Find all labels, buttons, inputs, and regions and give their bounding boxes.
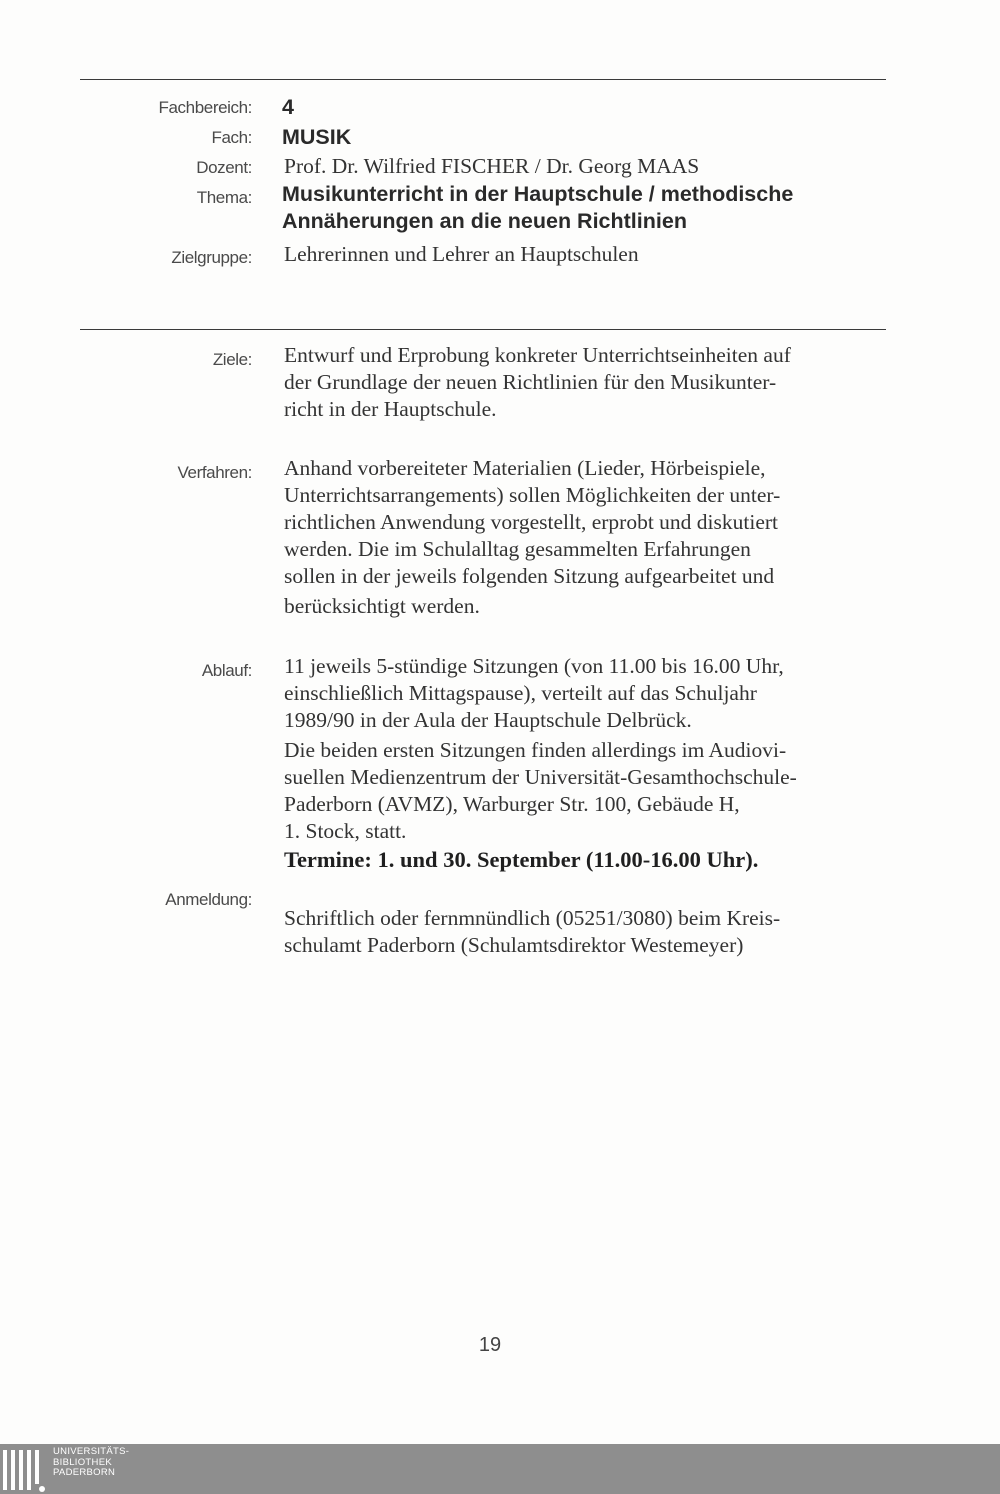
anmeldung-line: schulamt Paderborn (Schulamtsdirektor Westemeyer) [284, 933, 744, 957]
library-name-line: PADERBORN [53, 1467, 116, 1478]
verfahren-line: sollen in der jeweils folgenden Sitzung aufgearbeitet und [284, 564, 775, 588]
ablauf-line: 1. Stock, statt. [284, 819, 407, 843]
ablauf-label: Ablauf: [201, 661, 252, 680]
verfahren-label: Verfahren: [177, 463, 252, 482]
thema-line: Musikunterricht in der Hauptschule / methodische [282, 182, 794, 206]
verfahren-line: Unterrichtsarrangements) sollen Möglichkeiten der unter- [284, 483, 781, 507]
dozent-label: Dozent: [196, 158, 252, 177]
termine-line: Termine: 1. und 30. September (11.00-16.00 Uhr). [284, 847, 759, 872]
thema-label: Thema: [196, 188, 252, 207]
ziele-line: der Grundlage der neuen Richtlinien für den Musikunter- [284, 370, 777, 394]
library-name-line: UNIVERSITÄTS- [53, 1446, 130, 1457]
fach-value: MUSIK [282, 125, 352, 149]
verfahren-line: berücksichtigt werden. [284, 594, 480, 618]
library-logo-icon [0, 1444, 50, 1494]
zielgruppe-value: Lehrerinnen und Lehrer an Hauptschulen [284, 242, 639, 266]
verfahren-line: Anhand vorbereiteter Materialien (Lieder, Hörbeispiele, [284, 456, 766, 480]
section-rule [80, 329, 886, 330]
verfahren-line: werden. Die im Schulalltag gesammelten Erfahrungen [284, 537, 751, 561]
page-number: 19 [478, 1334, 502, 1356]
library-name-line: BIBLIOTHEK [53, 1456, 112, 1468]
anmeldung-line: Schriftlich oder fernmnündlich (05251/3080) beim Kreis- [284, 906, 781, 930]
dozent-value: Prof. Dr. Wilfried FISCHER / Dr. Georg MAAS [284, 154, 700, 178]
ablauf-line: 11 jeweils 5-stündige Sitzungen (von 11.00 bis 16.00 Uhr, [284, 654, 784, 678]
library-name [53, 1447, 129, 1479]
ablauf-line: 1989/90 in der Aula der Hauptschule Delbrück. [284, 708, 692, 732]
ablauf-line: einschließlich Mittagspause), verteilt auf das Schuljahr [284, 681, 757, 705]
fachbereich-label: Fachbereich: [158, 98, 252, 117]
ablauf-line: suellen Medienzentrum der Universität-Gesamthochschule- [284, 765, 797, 789]
zielgruppe-label: Zielgruppe: [171, 248, 252, 267]
top-rule [80, 79, 886, 80]
library-footer [0, 1444, 1000, 1494]
fachbereich-value: 4 [282, 95, 294, 119]
anmeldung-label: Anmeldung: [165, 890, 252, 909]
ziele-label: Ziele: [212, 350, 252, 369]
ziele-line: richt in der Hauptschule. [284, 397, 497, 421]
fach-label: Fach: [211, 128, 252, 147]
verfahren-line: richtlichen Anwendung vorgestellt, erprobt und diskutiert [284, 510, 779, 534]
thema-line: Annäherungen an die neuen Richtlinien [282, 209, 687, 233]
ablauf-line: Paderborn (AVMZ), Warburger Str. 100, Gebäude H, [284, 792, 740, 816]
ablauf-line: Die beiden ersten Sitzungen finden allerdings im Audiovi- [284, 738, 787, 762]
ziele-line: Entwurf und Erprobung konkreter Unterrichtseinheiten auf [284, 343, 791, 367]
